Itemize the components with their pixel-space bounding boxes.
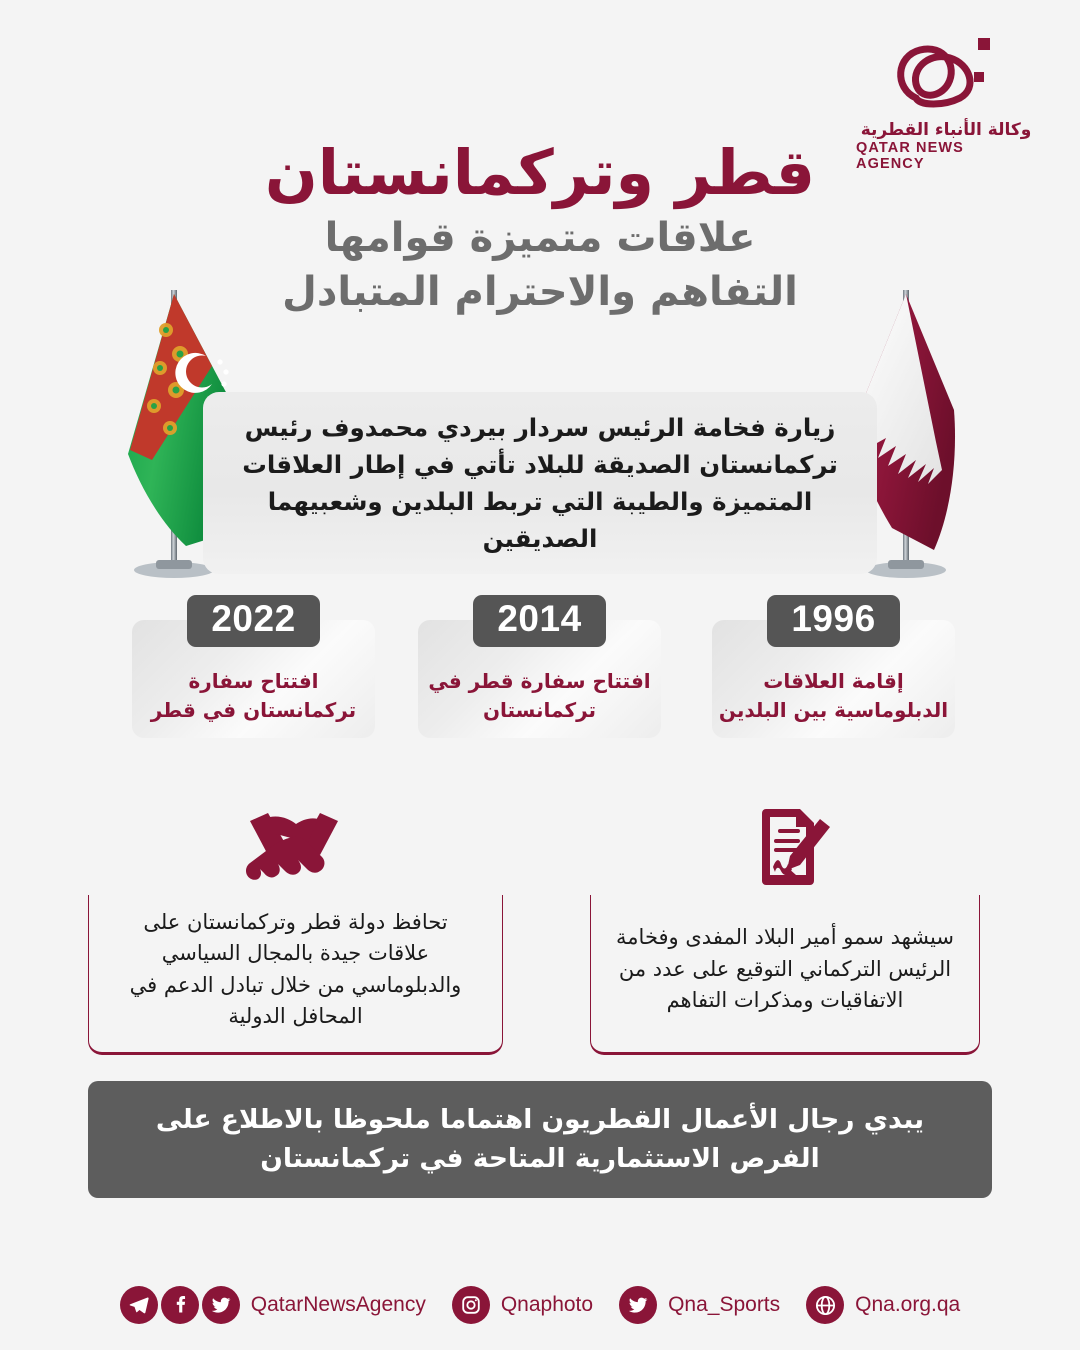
timeline-card[interactable] bbox=[418, 598, 661, 738]
subtitle-line-2: التفاهم والاحترام المتبادل bbox=[282, 269, 798, 316]
twitter-icon[interactable] bbox=[619, 1286, 657, 1324]
highlight-card[interactable] bbox=[590, 895, 980, 1055]
telegram-icon[interactable] bbox=[120, 1286, 158, 1324]
highlight-card-text: تحافظ دولة قطر وتركمانستان على علاقات جيدة بالمجال السياسي والدبلوماسي من خلال تبادل الدعم في المحافل الدولية bbox=[129, 909, 462, 1028]
bottom-banner bbox=[88, 1081, 992, 1198]
logo-english-text: QATAR NEWS AGENCY bbox=[856, 140, 964, 172]
social-label: Qna_Sports bbox=[668, 1293, 781, 1316]
timeline-card[interactable] bbox=[132, 598, 375, 738]
hero-statement-text: زيارة فخامة الرئيس سردار بيردي محمدوف رئيس تركمانستان الصديقة للبلاد تأتي في إطار العلاقات المتميزة والطيبة التي تربط البلدين وشعبيهما الصديقين bbox=[242, 412, 838, 554]
twitter-icon[interactable] bbox=[202, 1286, 240, 1324]
social-group-qnasports[interactable] bbox=[619, 1286, 780, 1324]
timeline-card[interactable] bbox=[712, 598, 955, 738]
year-badge: 2014 bbox=[473, 595, 605, 647]
social-label: Qna.org.qa bbox=[855, 1293, 961, 1316]
social-label: Qnaphoto bbox=[500, 1293, 594, 1316]
social-footer bbox=[0, 1282, 1080, 1328]
social-group-qnaphoto[interactable] bbox=[452, 1286, 593, 1324]
year-badge: 1996 bbox=[767, 595, 899, 647]
logo-arabic-text: وكالة الأنباء القطرية bbox=[860, 120, 1032, 140]
highlight-card[interactable] bbox=[88, 895, 503, 1055]
qna-atom-logo-icon bbox=[886, 26, 1006, 118]
year-badge: 2022 bbox=[187, 595, 319, 647]
globe-icon[interactable] bbox=[806, 1286, 844, 1324]
highlight-card-text: سيشهد سمو أمير البلاد المفدى وفخامة الرئيس التركماني التوقيع على عدد من الاتفاقيات ومذكرات التفاهم bbox=[616, 925, 954, 1013]
subtitle-line-1: علاقات متميزة قوامها bbox=[324, 215, 756, 262]
timeline-card-text: افتتاح سفارة قطر في تركمانستان bbox=[428, 669, 651, 722]
document-signing-icon bbox=[740, 805, 836, 895]
timeline-section bbox=[0, 598, 1080, 765]
handshake-icon bbox=[246, 805, 342, 895]
hero-statement-box bbox=[203, 392, 877, 574]
bottom-banner-text: يبدي رجال الأعمال القطريون اهتماما ملحوظا بالاطلاع على الفرص الاستثمارية المتاحة في تركمانستان bbox=[155, 1103, 925, 1174]
social-group-qatarnewsagency[interactable] bbox=[120, 1286, 426, 1324]
social-group-website[interactable] bbox=[806, 1286, 960, 1324]
facebook-icon[interactable] bbox=[161, 1286, 199, 1324]
social-label: QatarNewsAgency bbox=[250, 1293, 426, 1316]
timeline-card-text: إقامة العلاقات الدبلوماسية بين البلدين bbox=[718, 669, 949, 722]
instagram-icon[interactable] bbox=[452, 1286, 490, 1324]
timeline-card-text: افتتاح سفارة تركمانستان في قطر bbox=[150, 669, 357, 722]
page-title: قطر وتركمانستان bbox=[264, 136, 816, 209]
